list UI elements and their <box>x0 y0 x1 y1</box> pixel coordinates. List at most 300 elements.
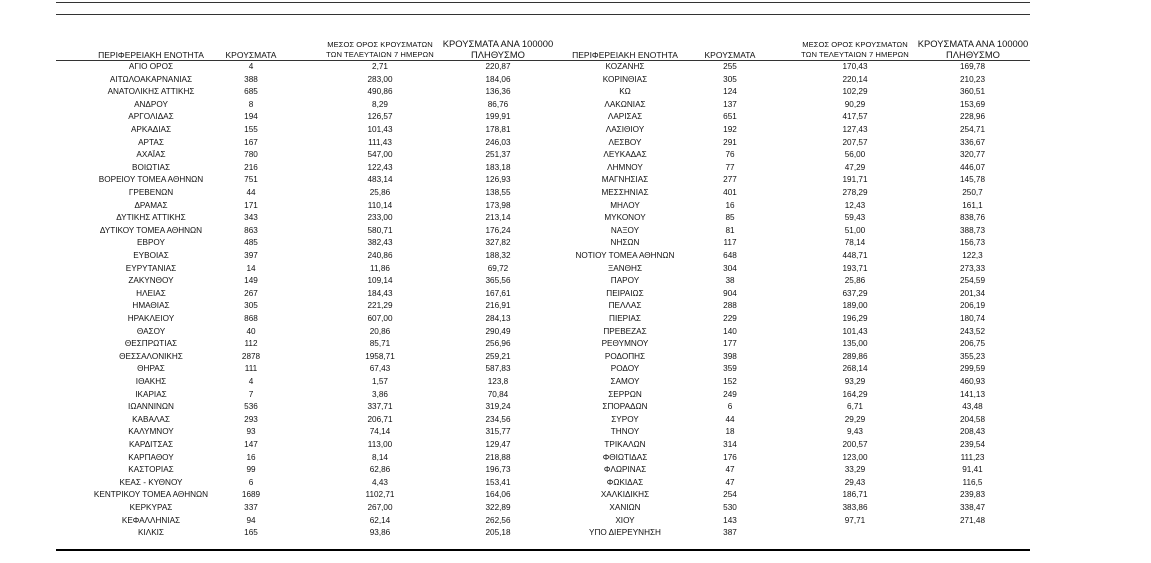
per100k-right: 388,73 <box>959 225 986 235</box>
cases-left: 94 <box>246 515 256 525</box>
per100k-left: 284,13 <box>485 314 511 323</box>
header-avg-right-line1: ΜΕΣΟΣ ΟΡΟΣ ΚΡΟΥΣΜΑΤΩΝ <box>802 40 908 49</box>
cases-left: 216 <box>244 162 258 172</box>
region-name-left: ΚΑΣΤΟΡΙΑΣ <box>128 465 174 475</box>
avg7-right: 220,14 <box>842 74 868 84</box>
region-name-right: ΠΕΛΛΑΣ <box>608 301 642 311</box>
header-per100k-left-line1: ΚΡΟΥΣΜΑΤΑ ΑΝΑ 100000 <box>442 38 554 49</box>
region-name-left: ΑΡΤΑΣ <box>138 137 164 147</box>
region-name-right: ΝΗΣΩΝ <box>610 238 640 248</box>
avg7-left: 110,14 <box>367 200 393 210</box>
per100k-right: 299,59 <box>959 364 986 374</box>
region-name-right: ΣΑΜΟΥ <box>610 377 640 386</box>
header-region-right-text: ΠΕΡΙΦΕΡΕΙΑΚΗ ΕΝΟΤΗΤΑ <box>572 50 678 60</box>
cases-left: 343 <box>244 213 258 223</box>
per100k-left: 70,84 <box>487 389 509 399</box>
per100k-right: 336,67 <box>959 137 986 147</box>
cases-left: 751 <box>244 175 258 185</box>
per100k-left: 319,24 <box>485 402 511 412</box>
region-name-left: ΚΙΛΚΙΣ <box>137 528 164 538</box>
table-row <box>0 338 1151 351</box>
region-name-left: ΕΥΒΟΙΑΣ <box>133 251 169 260</box>
region-name-right: ΠΡΕΒΕΖΑΣ <box>603 326 647 336</box>
region-name-left: ΚΕΡΚΥΡΑΣ <box>129 503 173 512</box>
cases-right: 277 <box>723 175 737 185</box>
table-row <box>0 225 1151 238</box>
cases-left: 2878 <box>241 351 261 361</box>
avg7-right: 127,43 <box>842 125 868 134</box>
cases-right: 6 <box>727 402 733 412</box>
avg7-right: 200,57 <box>842 440 868 449</box>
cases-left: 780 <box>244 150 258 160</box>
per100k-left: 199,91 <box>485 112 511 122</box>
region-name-left: ΘΕΣΣΑΛΟΝΙΚΗΣ <box>119 351 183 361</box>
per100k-left: 176,24 <box>485 225 511 235</box>
avg7-left: 337,71 <box>367 402 393 412</box>
avg7-right: 101,43 <box>842 326 868 336</box>
cases-right: 530 <box>723 503 737 512</box>
cases-left: 397 <box>244 251 258 260</box>
per100k-left: 183,18 <box>485 162 511 172</box>
region-name-right: ΛΑΣΙΘΙΟΥ <box>605 125 645 134</box>
cases-left: 16 <box>246 452 256 462</box>
per100k-right: 239,54 <box>959 440 986 449</box>
cases-right: 648 <box>723 251 737 260</box>
region-name-left: ΚΕΑΣ - ΚΥΘΝΟΥ <box>119 477 183 487</box>
per100k-left: 322,89 <box>485 503 511 512</box>
region-name-left: ΔΥΤΙΚΗΣ ΑΤΤΙΚΗΣ <box>116 213 186 223</box>
region-name-right: ΛΕΥΚΑΔΑΣ <box>603 150 647 160</box>
region-name-left: ΘΗΡΑΣ <box>137 364 165 374</box>
table-row <box>0 237 1151 250</box>
table-row <box>0 137 1151 150</box>
region-name-right: ΡΟΔΟΥ <box>610 364 640 374</box>
avg7-left: 184,43 <box>367 288 393 298</box>
avg7-left: 8,29 <box>372 99 388 109</box>
per100k-left: 69,72 <box>487 263 509 273</box>
per100k-left: 251,37 <box>485 150 511 160</box>
per100k-right: 254,71 <box>959 125 986 134</box>
cases-right: 152 <box>723 377 737 386</box>
avg7-left: 113,00 <box>367 440 393 449</box>
cases-right: 904 <box>723 288 737 298</box>
header-region-right <box>545 36 705 60</box>
per100k-left: 315,77 <box>485 427 511 437</box>
region-name-left: ΒΟΙΩΤΙΑΣ <box>131 162 171 172</box>
avg7-left: 85,71 <box>369 339 391 349</box>
cases-right: 177 <box>723 339 737 349</box>
cases-left: 112 <box>244 339 258 349</box>
region-name-right: ΦΛΩΡΙΝΑΣ <box>603 465 647 475</box>
avg7-right: 196,29 <box>842 314 868 323</box>
cases-left: 7 <box>248 389 254 399</box>
per100k-right: 208,43 <box>959 427 986 437</box>
per100k-right: 141,13 <box>959 389 986 399</box>
per100k-left: 173,98 <box>485 200 511 210</box>
cases-right: 398 <box>723 351 737 361</box>
cases-left: 868 <box>244 314 258 323</box>
per100k-left: 129,47 <box>485 440 511 449</box>
table-row <box>0 464 1151 477</box>
region-name-left: ΑΝΑΤΟΛΙΚΗΣ ΑΤΤΙΚΗΣ <box>107 87 195 97</box>
region-name-right: ΣΠΟΡΑΔΩΝ <box>602 402 648 412</box>
avg7-left: 1102,71 <box>365 490 395 500</box>
header-region-left-text: ΠΕΡΙΦΕΡΕΙΑΚΗ ΕΝΟΤΗΤΑ <box>98 50 204 60</box>
per100k-left: 365,56 <box>485 276 511 286</box>
region-name-left: ΚΕΦΑΛΛΗΝΙΑΣ <box>121 515 181 525</box>
table-row <box>0 174 1151 187</box>
table-row <box>0 515 1151 528</box>
region-name-right: ΣΕΡΡΩΝ <box>608 389 642 399</box>
cases-left: 1689 <box>241 490 261 500</box>
cases-right: 387 <box>723 528 737 538</box>
cases-left: 4 <box>248 377 254 386</box>
avg7-right: 29,43 <box>844 477 866 487</box>
region-name-right: ΡΕΘΥΜΝΟΥ <box>601 339 649 349</box>
header-per100k-right-line1: ΚΡΟΥΣΜΑΤΑ ΑΝΑ 100000 <box>917 38 1029 49</box>
region-name-left: ΚΑΛΥΜΝΟΥ <box>128 427 174 437</box>
cases-right: 401 <box>723 188 737 197</box>
avg7-left: 67,43 <box>369 364 391 374</box>
table-row <box>0 124 1151 137</box>
header-avg-left-line2: ΤΩΝ ΤΕΛΕΥΤΑΙΩΝ 7 ΗΜΕΡΩΝ <box>326 50 434 59</box>
avg7-left: 382,43 <box>367 238 393 248</box>
cases-right: 137 <box>723 99 737 109</box>
per100k-right: 111,23 <box>960 452 985 462</box>
table-row <box>0 288 1151 301</box>
region-name-left: ΙΘΑΚΗΣ <box>135 377 167 386</box>
cases-right: 47 <box>725 477 735 487</box>
bottom-rule <box>56 549 1030 551</box>
avg7-right: 170,43 <box>842 62 868 71</box>
per100k-right: 273,33 <box>959 263 986 273</box>
avg7-left: 206,71 <box>367 414 393 424</box>
region-name-right: ΛΑΡΙΣΑΣ <box>607 112 643 122</box>
region-name-right: ΜΥΚΟΝΟΥ <box>604 213 646 223</box>
avg7-left: 267,00 <box>367 503 393 512</box>
avg7-right: 51,00 <box>844 225 866 235</box>
region-name-right: ΞΑΝΘΗΣ <box>607 263 643 273</box>
table-row <box>0 477 1151 490</box>
cases-left: 44 <box>246 188 256 197</box>
per100k-right: 360,51 <box>959 87 986 97</box>
cases-right: 651 <box>723 112 737 122</box>
region-name-right: ΛΕΣΒΟΥ <box>608 137 642 147</box>
avg7-left: 122,43 <box>367 162 393 172</box>
cases-left: 111 <box>244 364 258 374</box>
cases-left: 194 <box>244 112 258 122</box>
header-cases-right-text: ΚΡΟΥΣΜΑΤΑ <box>704 50 756 60</box>
per100k-left: 86,76 <box>487 99 509 109</box>
avg7-left: 20,86 <box>369 326 391 336</box>
region-name-right: ΚΩ <box>619 87 631 97</box>
per100k-right: 161,1 <box>962 200 983 210</box>
region-name-right: ΜΗΛΟΥ <box>610 200 640 210</box>
avg7-right: 123,00 <box>842 452 868 462</box>
per100k-right: 250,7 <box>962 188 983 197</box>
avg7-right: 29,29 <box>844 414 866 424</box>
per100k-right: 271,48 <box>959 515 986 525</box>
avg7-left: 8,14 <box>372 452 388 462</box>
cases-right: 143 <box>723 515 737 525</box>
region-name-left: ΘΕΣΠΡΩΤΙΑΣ <box>124 339 178 349</box>
per100k-left: 164,06 <box>485 490 511 500</box>
cases-left: 147 <box>244 440 258 449</box>
cases-right: 77 <box>725 162 735 172</box>
per100k-right: 206,19 <box>959 301 986 311</box>
avg7-left: 283,00 <box>367 74 393 84</box>
region-name-left: ΕΥΡΥΤΑΝΙΑΣ <box>125 263 177 273</box>
avg7-right: 25,86 <box>844 276 866 286</box>
header-avg-right-line2: ΤΩΝ ΤΕΛΕΥΤΑΙΩΝ 7 ΗΜΕΡΩΝ <box>801 50 909 59</box>
avg7-left: 111,43 <box>368 137 392 147</box>
avg7-right: 90,29 <box>844 99 866 109</box>
per100k-right: 210,23 <box>959 74 986 84</box>
cases-left: 8 <box>248 99 254 109</box>
cases-left: 99 <box>246 465 256 475</box>
region-name-left: ΚΕΝΤΡΙΚΟΥ ΤΟΜΕΑ ΑΘΗΝΩΝ <box>93 490 209 500</box>
table-row <box>0 162 1151 175</box>
table-row <box>0 414 1151 427</box>
per100k-right: 180,74 <box>959 314 986 323</box>
header-per100k-left-line2: ΠΛΗΘΥΣΜΟ <box>471 48 525 60</box>
region-name-right: ΤΗΝΟΥ <box>610 427 640 437</box>
avg7-left: 62,14 <box>369 515 391 525</box>
per100k-right: 355,23 <box>959 351 986 361</box>
cases-right: 117 <box>723 238 737 248</box>
region-name-right: ΥΠΟ ΔΙΕΡΕΥΝΗΣΗ <box>589 528 661 538</box>
cases-right: 249 <box>723 389 737 399</box>
per100k-left: 216,91 <box>485 301 511 311</box>
per100k-right: 446,07 <box>959 162 986 172</box>
per100k-right: 153,69 <box>959 99 986 109</box>
header-cases-left-text: ΚΡΟΥΣΜΑΤΑ <box>225 50 277 60</box>
per100k-right: 838,76 <box>959 213 986 223</box>
cases-left: 155 <box>244 125 258 134</box>
avg7-left: 490,86 <box>367 87 393 97</box>
avg7-left: 93,86 <box>369 528 391 538</box>
per100k-right: 43,48 <box>962 402 983 412</box>
per100k-right: 243,52 <box>959 326 986 336</box>
per100k-left: 587,83 <box>485 364 511 374</box>
region-name-left: ΑΝΔΡΟΥ <box>134 99 168 109</box>
avg7-left: 3,86 <box>372 389 388 399</box>
region-name-left: ΒΟΡΕΙΟΥ ΤΟΜΕΑ ΑΘΗΝΩΝ <box>98 175 204 185</box>
avg7-left: 126,57 <box>367 112 393 122</box>
per100k-right: 239,83 <box>959 490 986 500</box>
avg7-right: 383,86 <box>842 503 868 512</box>
avg7-right: 448,71 <box>842 251 868 260</box>
avg7-left: 1,57 <box>372 377 388 386</box>
cases-left: 93 <box>246 427 256 437</box>
table-row <box>0 300 1151 313</box>
per100k-left: 327,82 <box>485 238 511 248</box>
cases-left: 167 <box>244 137 258 147</box>
cases-right: 229 <box>723 314 737 323</box>
avg7-right: 289,86 <box>842 351 868 361</box>
per100k-left: 136,36 <box>485 87 511 97</box>
table-row <box>0 389 1151 402</box>
table-row <box>0 376 1151 389</box>
per100k-right: 91,41 <box>962 465 983 475</box>
per100k-left: 153,41 <box>485 477 511 487</box>
avg7-left: 74,14 <box>369 427 391 437</box>
avg7-right: 164,29 <box>842 389 868 399</box>
region-name-right: ΦΘΙΩΤΙΔΑΣ <box>602 452 648 462</box>
table-row <box>0 99 1151 112</box>
avg7-right: 186,71 <box>842 490 868 500</box>
cases-left: 171 <box>244 200 258 210</box>
cases-right: 81 <box>725 225 735 235</box>
region-name-left: ΙΩΑΝΝΙΝΩΝ <box>128 402 174 412</box>
region-name-left: ΚΑΡΔΙΤΣΑΣ <box>128 440 174 449</box>
cases-right: 176 <box>723 452 737 462</box>
cases-right: 44 <box>725 414 735 424</box>
table-row <box>0 250 1151 263</box>
region-name-left: ΗΡΑΚΛΕΙΟΥ <box>127 314 175 323</box>
avg7-right: 6,71 <box>847 402 863 412</box>
table-row <box>0 426 1151 439</box>
region-name-left: ΑΧΑΪΑΣ <box>136 150 166 160</box>
table-row <box>0 452 1151 465</box>
top-rule-second <box>56 14 1030 15</box>
per100k-left: 290,49 <box>485 326 511 336</box>
cases-right: 305 <box>723 74 737 84</box>
avg7-left: 607,00 <box>367 314 393 323</box>
region-name-right: ΛΑΚΩΝΙΑΣ <box>604 99 646 109</box>
per100k-right: 320,77 <box>959 150 986 160</box>
region-name-left: ΚΑΡΠΑΘΟΥ <box>128 452 174 462</box>
avg7-left: 2,71 <box>372 62 388 71</box>
per100k-left: 196,73 <box>485 465 511 475</box>
per100k-right: 122,3 <box>962 251 983 260</box>
cases-left: 337 <box>244 503 258 512</box>
cases-right: 192 <box>723 125 737 134</box>
avg7-left: 547,00 <box>367 150 393 160</box>
region-name-left: ΗΛΕΙΑΣ <box>136 288 166 298</box>
region-name-left: ΙΚΑΡΙΑΣ <box>135 389 167 399</box>
per100k-left: 246,03 <box>485 137 511 147</box>
avg7-right: 12,43 <box>844 200 866 210</box>
per100k-right: 338,47 <box>959 503 986 512</box>
cases-left: 14 <box>246 263 256 273</box>
cases-right: 254 <box>723 490 737 500</box>
table-row <box>0 86 1151 99</box>
table-row <box>0 149 1151 162</box>
avg7-right: 193,71 <box>842 263 868 273</box>
avg7-right: 189,00 <box>842 301 868 311</box>
cases-right: 288 <box>723 301 737 311</box>
header-cases-right <box>701 36 759 60</box>
per100k-right: 156,73 <box>959 238 986 248</box>
region-name-left: ΑΡΓΟΛΙΔΑΣ <box>128 112 174 122</box>
region-name-right: ΜΕΣΣΗΝΙΑΣ <box>601 188 649 197</box>
cases-right: 124 <box>723 87 737 97</box>
region-name-left: ΑΓΙΟ ΟΡΟΣ <box>128 62 174 71</box>
cases-right: 47 <box>725 465 735 475</box>
per100k-right: 201,34 <box>959 288 986 298</box>
cases-left: 863 <box>244 225 258 235</box>
per100k-left: 138,55 <box>485 188 511 197</box>
avg7-left: 1958,71 <box>365 351 395 361</box>
avg7-right: 268,14 <box>842 364 868 374</box>
table-row <box>0 74 1151 87</box>
table-row <box>0 439 1151 452</box>
top-rule <box>56 2 1030 3</box>
table-row <box>0 111 1151 124</box>
region-name-right: ΣΥΡΟΥ <box>611 414 639 424</box>
region-name-right: ΠΙΕΡΙΑΣ <box>609 314 641 323</box>
per100k-left: 256,96 <box>485 339 511 349</box>
per100k-right: 460,93 <box>959 377 986 386</box>
region-name-right: ΧΑΛΚΙΔΙΚΗΣ <box>600 490 650 500</box>
avg7-right: 191,71 <box>842 175 868 185</box>
region-name-left: ΔΥΤΙΚΟΥ ΤΟΜΕΑ ΑΘΗΝΩΝ <box>99 225 203 235</box>
avg7-left: 25,86 <box>369 188 391 197</box>
region-name-right: ΤΡΙΚΑΛΩΝ <box>604 440 646 449</box>
table-row <box>0 527 1151 540</box>
header-per100k-right <box>903 36 1043 60</box>
region-name-right: ΝΑΞΟΥ <box>610 225 640 235</box>
cases-left: 267 <box>244 288 258 298</box>
region-name-right: ΝΟΤΙΟΥ ΤΟΜΕΑ ΑΘΗΝΩΝ <box>575 251 675 260</box>
avg7-right: 9,43 <box>847 427 863 437</box>
cases-right: 140 <box>723 326 737 336</box>
avg7-left: 4,43 <box>372 477 388 487</box>
per100k-left: 234,56 <box>485 414 511 424</box>
table-row <box>0 351 1151 364</box>
avg7-right: 47,29 <box>844 162 866 172</box>
region-name-right: ΜΑΓΝΗΣΙΑΣ <box>601 175 649 185</box>
avg7-right: 278,29 <box>842 188 868 197</box>
cases-left: 293 <box>244 414 258 424</box>
region-name-left: ΓΡΕΒΕΝΩΝ <box>128 188 174 197</box>
cases-left: 685 <box>244 87 258 97</box>
cases-right: 304 <box>723 263 737 273</box>
cases-left: 6 <box>248 477 254 487</box>
per100k-right: 206,75 <box>959 339 986 349</box>
table-row <box>0 401 1151 414</box>
table-row <box>0 187 1151 200</box>
region-name-right: ΦΩΚΙΔΑΣ <box>606 477 644 487</box>
avg7-right: 417,57 <box>842 112 868 122</box>
per100k-left: 123,8 <box>487 377 509 386</box>
per100k-right: 145,78 <box>959 175 986 185</box>
cases-left: 149 <box>244 276 258 286</box>
avg7-left: 101,43 <box>367 125 393 134</box>
avg7-left: 483,14 <box>367 175 393 185</box>
header-per100k-right-line2: ΠΛΗΘΥΣΜΟ <box>946 48 1000 60</box>
per100k-left: 126,93 <box>485 175 511 185</box>
table-row <box>0 275 1151 288</box>
cases-left: 165 <box>244 528 258 538</box>
per100k-left: 220,87 <box>485 62 511 71</box>
cases-left: 536 <box>244 402 258 412</box>
per100k-left: 213,14 <box>485 213 511 223</box>
region-name-left: ΔΡΑΜΑΣ <box>134 200 168 210</box>
per100k-right: 254,59 <box>959 276 986 286</box>
avg7-left: 233,00 <box>367 213 393 223</box>
cases-left: 4 <box>248 62 254 71</box>
cases-left: 388 <box>244 74 258 84</box>
avg7-right: 33,29 <box>844 465 866 475</box>
avg7-right: 135,00 <box>842 339 868 349</box>
region-name-left: ΗΜΑΘΙΑΣ <box>132 301 170 311</box>
table-row <box>0 326 1151 339</box>
per100k-left: 218,88 <box>485 452 511 462</box>
per100k-left: 259,21 <box>485 351 511 361</box>
region-name-left: ΚΑΒΑΛΑΣ <box>132 414 170 424</box>
